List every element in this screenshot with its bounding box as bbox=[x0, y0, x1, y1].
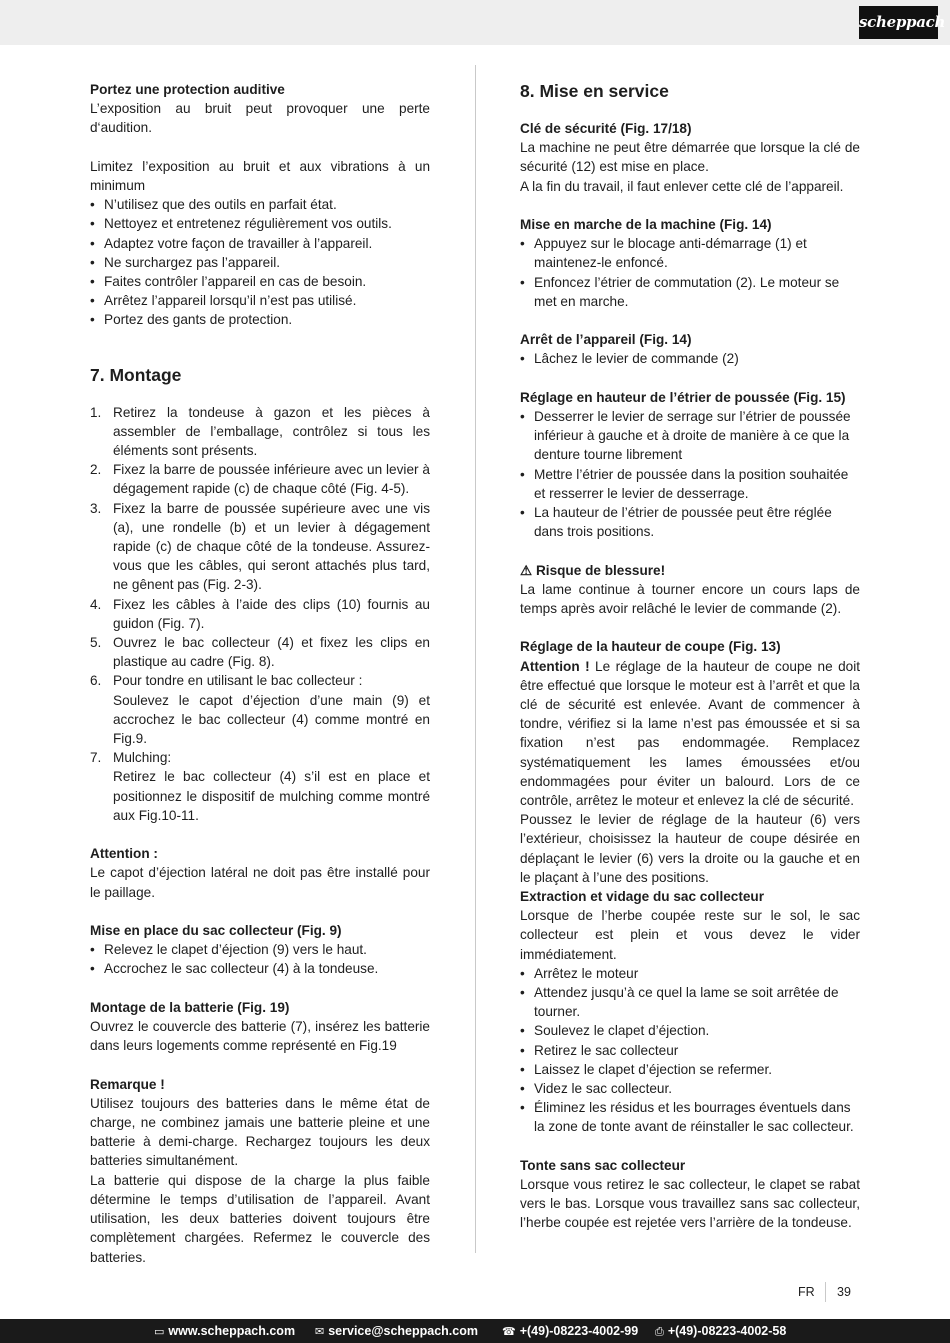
top-bar bbox=[0, 0, 950, 45]
coupe-title: Réglage de la hauteur de coupe (Fig. 13) bbox=[520, 639, 781, 655]
paragraph: La lame continue à tourner encore un cours laps de temps après avoir relâché le levier de commande (2). bbox=[520, 581, 860, 617]
footer-bar bbox=[0, 1319, 950, 1343]
extraction-title: Extraction et vidage du sac collecteur bbox=[520, 889, 765, 905]
sac-title: Mise en place du sac collecteur (Fig. 9) bbox=[90, 923, 342, 939]
paragraph: Limitez l’exposition au bruit et aux vibrations à un minimum bbox=[90, 158, 430, 193]
list-item: 5. Ouvrez le bac collecteur (4) et fixez les clips en plastique au cadre (Fig. 8). bbox=[90, 635, 430, 670]
list-item: • Relevez le clapet d’éjection (9) vers le haut. bbox=[90, 940, 430, 959]
bullet-list-reglage bbox=[520, 407, 860, 541]
paragraph: Lorsque vous retirez le sac collecteur, le clapet se rabat vers le bas. Lorsque vous travaillez sans sac collecteur, l’herbe coupée est rejetée vers l’arrière de la tondeuse. bbox=[520, 1177, 860, 1231]
footer-phone: ☎ +(49)-08223-4002-99 bbox=[502, 1324, 639, 1338]
list-item: 6. Pour tondre en utilisant le bac collecteur : Soulevez le capot d’éjection d’une main (9) et accrochez le bac collecteur (4) comme montré en Fig.9. bbox=[90, 673, 430, 747]
list-item: 4. Fixez les câbles à l’aide des clips (10) fournis au guidon (Fig. 7). bbox=[90, 596, 430, 631]
heading-mise-en-service: 8. Mise en service bbox=[520, 81, 669, 101]
bullet-list-extraction bbox=[520, 964, 860, 1137]
list-item: • Enfoncez l’étrier de commutation (2). Le moteur se met en marche. bbox=[520, 273, 860, 311]
risque-title: ⚠ Risque de blessure! bbox=[520, 562, 666, 578]
attention-title: Attention : bbox=[90, 846, 158, 862]
list-item: • Adaptez votre façon de travailler à l’appareil. bbox=[90, 234, 430, 253]
footer-web[interactable]: ▭ www.scheppach.com bbox=[154, 1324, 296, 1338]
battery-title: Montage de la batterie (Fig. 19) bbox=[90, 999, 290, 1015]
footer-fax: ⎙ +(49)-08223-4002-58 bbox=[655, 1324, 787, 1338]
bullet-list-marche bbox=[520, 234, 860, 311]
list-item: • Soulevez le clapet d’éjection. bbox=[520, 1021, 860, 1040]
warning-icon: ⚠ bbox=[520, 562, 533, 578]
list-item: • Retirez le sac collecteur bbox=[520, 1041, 860, 1060]
list-item: • Ne surchargez pas l’appareil. bbox=[90, 253, 430, 272]
list-item: • Arrêtez le moteur bbox=[520, 964, 860, 983]
section-title-hearing: Portez une protection auditive bbox=[90, 82, 285, 97]
cle-title: Clé de sécurité (Fig. 17/18) bbox=[520, 121, 692, 136]
list-item: 3. Fixez la barre de poussée supérieure avec une vis (a), une rondelle (b) et un levier à dégagement rapide (c) de chaque côté de la tondeuse. Assurez-vous que les câbles, qui seront attachés plus tard, ne gênent pas (Fig. 2-3). bbox=[90, 500, 430, 593]
paragraph: Lorsque de l’herbe coupée reste sur le sol, le sac collecteur est plein et vous devez le vider immédiatement. bbox=[520, 908, 860, 962]
page-language: FR bbox=[798, 1285, 815, 1299]
paragraph: Le capot d’éjection latéral ne doit pas être installé pour le paillage. bbox=[90, 865, 430, 900]
list-item: • Laissez le clapet d’éjection se refermer. bbox=[520, 1060, 860, 1079]
list-item: 1. Retirez la tondeuse à gazon et les pièces à assembler de l’emballage, contrôlez si tous les éléments sont présents. bbox=[90, 404, 430, 459]
footer-email[interactable]: ✉ service@scheppach.com bbox=[315, 1324, 478, 1338]
montage-steps bbox=[90, 403, 430, 825]
column-divider bbox=[475, 65, 476, 1253]
right-column bbox=[520, 80, 860, 1233]
list-item: • Nettoyez et entretenez régulièrement vos outils. bbox=[90, 214, 430, 233]
list-item: • Appuyez sur le blocage anti-démarrage (1) et maintenez-le enfoncé. bbox=[520, 234, 860, 272]
paragraph: Utilisez toujours des batteries dans le même état de charge, ne combinez jamais une batterie pleine et une batterie à demi-charge. Rechargez toujours les deux batteries simultanément. bbox=[90, 1095, 430, 1169]
list-item: • Arrêtez l’appareil lorsqu’il n’est pas utilisé. bbox=[90, 291, 430, 310]
list-item: • Desserrer le levier de serrage sur l’étrier de poussée inférieur à gauche et à droite de manière à ce que la denture tourne librement bbox=[520, 407, 860, 465]
list-item: • Accrochez le sac collecteur (4) à la tondeuse. bbox=[90, 959, 430, 978]
paragraph: A la fin du travail, il faut enlever cette clé de l’appareil. bbox=[520, 178, 844, 194]
marche-title: Mise en marche de la machine (Fig. 14) bbox=[520, 217, 772, 232]
mail-icon: ✉ bbox=[315, 1325, 325, 1338]
paragraph: La machine ne peut être démarrée que lorsque la clé de sécurité (12) est mise en place. bbox=[520, 140, 860, 175]
paragraph: Attention ! Le réglage de la hauteur de coupe ne doit être effectué que lorsque le moteur est à l’arrêt et que la clé de sécurité est enlevée. Avant de commencer à tondre, vérifiez si la lame n’est pas émoussée et si sa fixation n’est pas endommagée. Remplacez systématiquement les lames émoussées et/ou endommagées pour éviter un balourd. Lors de ce contrôle, arrêtez le moteur et enlevez la clé de sécurité. bbox=[520, 658, 860, 809]
heading-montage: 7. Montage bbox=[90, 364, 182, 385]
phone-icon: ☎ bbox=[502, 1325, 516, 1338]
paragraph: Poussez le levier de réglage de la hauteur (6) vers l’extérieur, choisissez la hauteur de coupe désirée en déplaçant le levier (6) vers la droite ou la gauche et en le plaçant à l’une des positions. bbox=[520, 812, 860, 885]
paragraph: L’exposition au bruit peut provoquer une perte d‘audition. bbox=[90, 101, 430, 136]
list-item: • Videz le sac collecteur. bbox=[520, 1079, 860, 1098]
paragraph: Ouvrez le couvercle des batterie (7), insérez les batterie dans leurs logements comme représenté en Fig.19 bbox=[90, 1019, 430, 1054]
list-item: • Faites contrôler l’appareil en cas de besoin. bbox=[90, 272, 430, 291]
computer-icon: ▭ bbox=[154, 1325, 165, 1338]
bullet-list-noise bbox=[90, 195, 430, 329]
paragraph: La batterie qui dispose de la charge la plus faible détermine le temps d’utilisation de l’appareil. Avant utilisation, les deux batteries doivent toujours être complètement chargées. Refermez le couvercle des batteries. bbox=[90, 1172, 430, 1265]
list-item: • La hauteur de l’étrier de poussée peut être réglée dans trois positions. bbox=[520, 503, 860, 541]
page-number: 39 bbox=[837, 1285, 851, 1299]
arret-title: Arrêt de l’appareil (Fig. 14) bbox=[520, 332, 692, 348]
tonte-title: Tonte sans sac collecteur bbox=[520, 1157, 686, 1173]
left-column bbox=[90, 80, 430, 1267]
fax-icon: ⎙ bbox=[655, 1325, 664, 1338]
list-item: 2. Fixez la barre de poussée inférieure avec un levier à dégagement rapide (c) de chaque côté (Fig. 4-5). bbox=[90, 462, 430, 497]
reglage-title: Réglage en hauteur de l’étrier de poussée (Fig. 15) bbox=[520, 389, 846, 405]
list-item: • Portez des gants de protection. bbox=[90, 310, 430, 329]
remark-title: Remarque ! bbox=[90, 1076, 165, 1092]
bullet-list-arret bbox=[520, 349, 860, 368]
list-item: • Lâchez le levier de commande (2) bbox=[520, 349, 860, 368]
scheppach-logo: scheppach bbox=[859, 6, 938, 39]
list-item: 7. Mulching: Retirez le bac collecteur (4) s’il est en place et positionnez le dispositif de mulching comme montré aux Fig.10-11. bbox=[90, 750, 430, 823]
list-item: • N’utilisez que des outils en parfait état. bbox=[90, 195, 430, 214]
list-item: • Attendez jusqu’à ce quel la lame se soit arrêtée de tourner. bbox=[520, 983, 860, 1021]
list-item: • Éliminez les résidus et les bourrages éventuels dans la zone de tonte avant de réinstaller le sac collecteur. bbox=[520, 1098, 860, 1136]
page-number-divider bbox=[825, 1282, 826, 1302]
list-item: • Mettre l’étrier de poussée dans la position souhaitée et resserrer le levier de desserrage. bbox=[520, 465, 860, 503]
attention-label: Attention ! bbox=[520, 658, 590, 674]
bullet-list-sac bbox=[90, 940, 430, 978]
